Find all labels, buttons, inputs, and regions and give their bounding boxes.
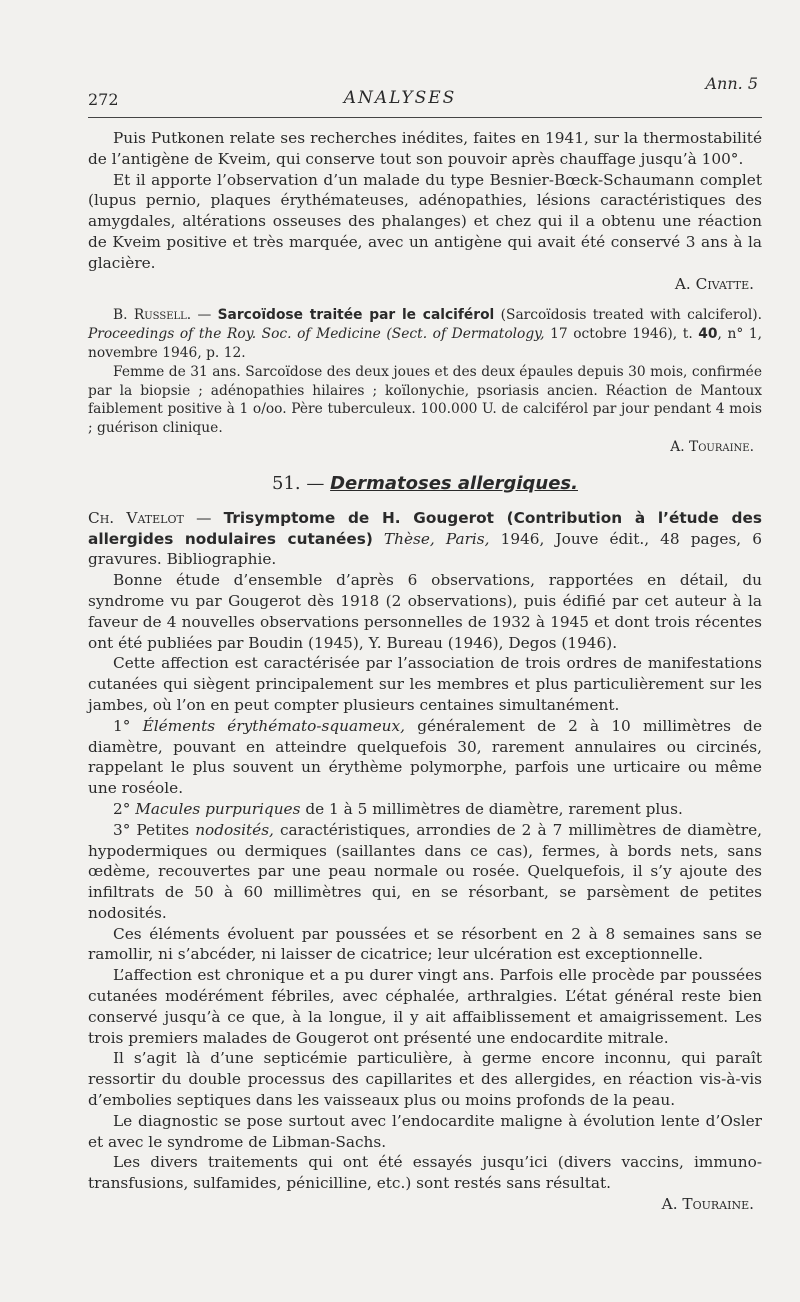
paragraph-1: Puis Putkonen relate ses recherches inédites, faites en 1941, sur la thermostabilité de l’antigène de Kveim, qui conserve tout son pouvoir après chauffage jusqu’à 100°. <box>88 129 762 168</box>
item3-text: caractéristiques, arrondies de 2 à 7 millimètres de diamètre, hypodermiques ou dermiques (saillantes dans ce cas), fermes, à bords nets, sans œdème, recouvertes par une peau normale ou rosée. Quelquefois, il s’y ajoute des infiltrats de 50 à 60 millimètres qui, en se résorbant, se parsèment de petites nodosités. <box>88 820 762 922</box>
section-heading <box>88 473 762 494</box>
ref-journal: Proceedings of the Roy. Soc. of Medicine (Sect. of Dermatology, <box>88 326 545 343</box>
item2-num: 2° <box>113 799 136 818</box>
item3-label: nodosités, <box>195 820 274 839</box>
section-title: Dermatoses allergiques. <box>330 472 578 494</box>
ref-dash: — <box>191 307 218 324</box>
ref2-details: 1946, Jouve édit., 48 pages, 6 gravures. Bibliographie. <box>88 529 762 569</box>
item1-label: Éléments érythémato-squameux, <box>142 716 406 735</box>
header-rule <box>88 117 762 118</box>
ref2-author: Ch. Vatelot <box>88 508 184 527</box>
paragraph-7: L’affection est chronique et a pu durer vingt ans. Parfois elle procède par poussées cutanées modérément fébriles, avec céphalée, arthralgies. L’état général reste bien conservé jusqu’à ce que, à la longue, il y ait affaiblissement et amaigrissement. Les trois premiers malades de Gougerot ont présenté une endocardite mitrale. <box>88 966 762 1047</box>
paragraph-9: Le diagnostic se pose surtout avec l’endocardite maligne à évolution lente d’Osler et avec le syndrome de Libman-Sachs. <box>88 1111 762 1151</box>
paragraph-6: Ces éléments évoluent par poussées et se résorbent en 2 à 8 semaines sans se ramollir, ni s’abcéder, ni laisser de cicatrice; leur ulcération est exceptionnelle. <box>88 924 762 964</box>
ref2-title: Trisymptome de H. Gougerot (Contribution à l’étude des allergides nodulaires cutanées) <box>88 508 762 548</box>
ref-date: 17 octobre 1946), t. <box>544 326 699 343</box>
paragraph-4: Bonne étude d’ensemble d’après 6 observations, rapportées en détail, du syndrome vu par Gougerot dès 1918 (2 observations), puis édifié par cet auteur à la faveur de 4 nouvelles observations personnelles de 1932 à 1945 et dont trois récentes ont été publiées par Boudin (1945), Y. Bureau (1946), Degos (1946). <box>88 571 762 652</box>
paragraph-5: Cette affection est caractérisée par l’association de trois ordres de manifestations cutanées qui siègent principalement sur les membres et plus particulièrement sur les jambes, où l’on en peut compter plusieurs centaines simultanément. <box>88 654 762 714</box>
paragraph-2-text: Et il apporte l’observation d’un malade du type Besnier-Bœck-Schaumann complet (lupus pernio, plaques érythémateuses, adénopathies, lésions caractéristiques des amygdales, altérations osseuses des phalanges) et chez qui il a obtenu une réaction de Kveim positive et très marquée, avec un antigène qui avait été conservé 3 ans à la glacière. <box>88 170 762 272</box>
handwritten-annotation: Ann. 5 <box>705 74 758 93</box>
ref-author: B. Russell. <box>113 307 192 324</box>
item2-text: de 1 à 5 millimètres de diamètre, rarement plus. <box>300 799 683 818</box>
paragraph-3: Femme de 31 ans. Sarcoïdose des deux joues et des deux épaules depuis 30 mois, confirmée par la biopsie ; adénopathies hilaires ; koïlonychie, psoriasis ancien. Réaction de Mantoux faiblement positive à 1 o/oo. Père tuberculeux. 100.000 U. de calciférol par jour pendant 4 mois ; guérison clinique. <box>88 363 762 437</box>
item1-num: 1° <box>113 716 143 735</box>
item1-text: généralement de 2 à 10 millimètres de diamètre, pouvant en atteindre quelquefois 30, rarement annulaires ou circinés, rappelant le plus souvent un érythème polymorphe, parfois une urticaire ou même une roséole. <box>88 716 762 798</box>
paragraph-2 <box>88 170 762 274</box>
item3-num: 3° Petites <box>113 820 196 839</box>
list-item-1 <box>88 716 762 799</box>
page-body <box>88 128 762 1215</box>
paragraph-8: Il s’agit là d’une septicémie particulière, à germe encore inconnu, qui paraît ressortir du double processus des capillarites et des allergides, en réaction vis-à-vis d’embolies septiques dans les vaisseaux plus ou moins profonds de la peau. <box>88 1049 762 1110</box>
ref2-dash: — <box>183 508 224 527</box>
ref-volume: 40 <box>698 326 718 343</box>
page-number: 272 <box>88 90 119 109</box>
signature-touraine-2: A. Touraine. <box>661 1195 754 1214</box>
running-title: ANALYSES <box>343 88 457 108</box>
reference-russell <box>88 306 762 362</box>
paragraph-10: Les divers traitements qui ont été essayés jusqu’ici (divers vaccins, immuno-transfusions, sulfamides, pénicilline, etc.) sont restés sans résultat. <box>88 1153 762 1193</box>
section-number: 51. — <box>272 472 331 494</box>
ref2-these: Thèse, Paris, <box>372 529 490 548</box>
list-item-3 <box>88 820 762 924</box>
list-item-2 <box>88 799 762 820</box>
ref-pages: , n° 1, novembre 1946, p. 12. <box>88 326 762 361</box>
ref-original-title: (Sarcoïdosis treated with calciferol). <box>494 307 762 324</box>
signature-touraine-1: A. Touraine. <box>670 438 754 455</box>
signature-civatte: A. Civatte. <box>674 274 754 293</box>
ref-title: Sarcoïdose traitée par le calciférol <box>217 307 495 324</box>
item2-label: Macules purpuriques <box>135 799 301 818</box>
reference-vatelot <box>88 508 762 570</box>
